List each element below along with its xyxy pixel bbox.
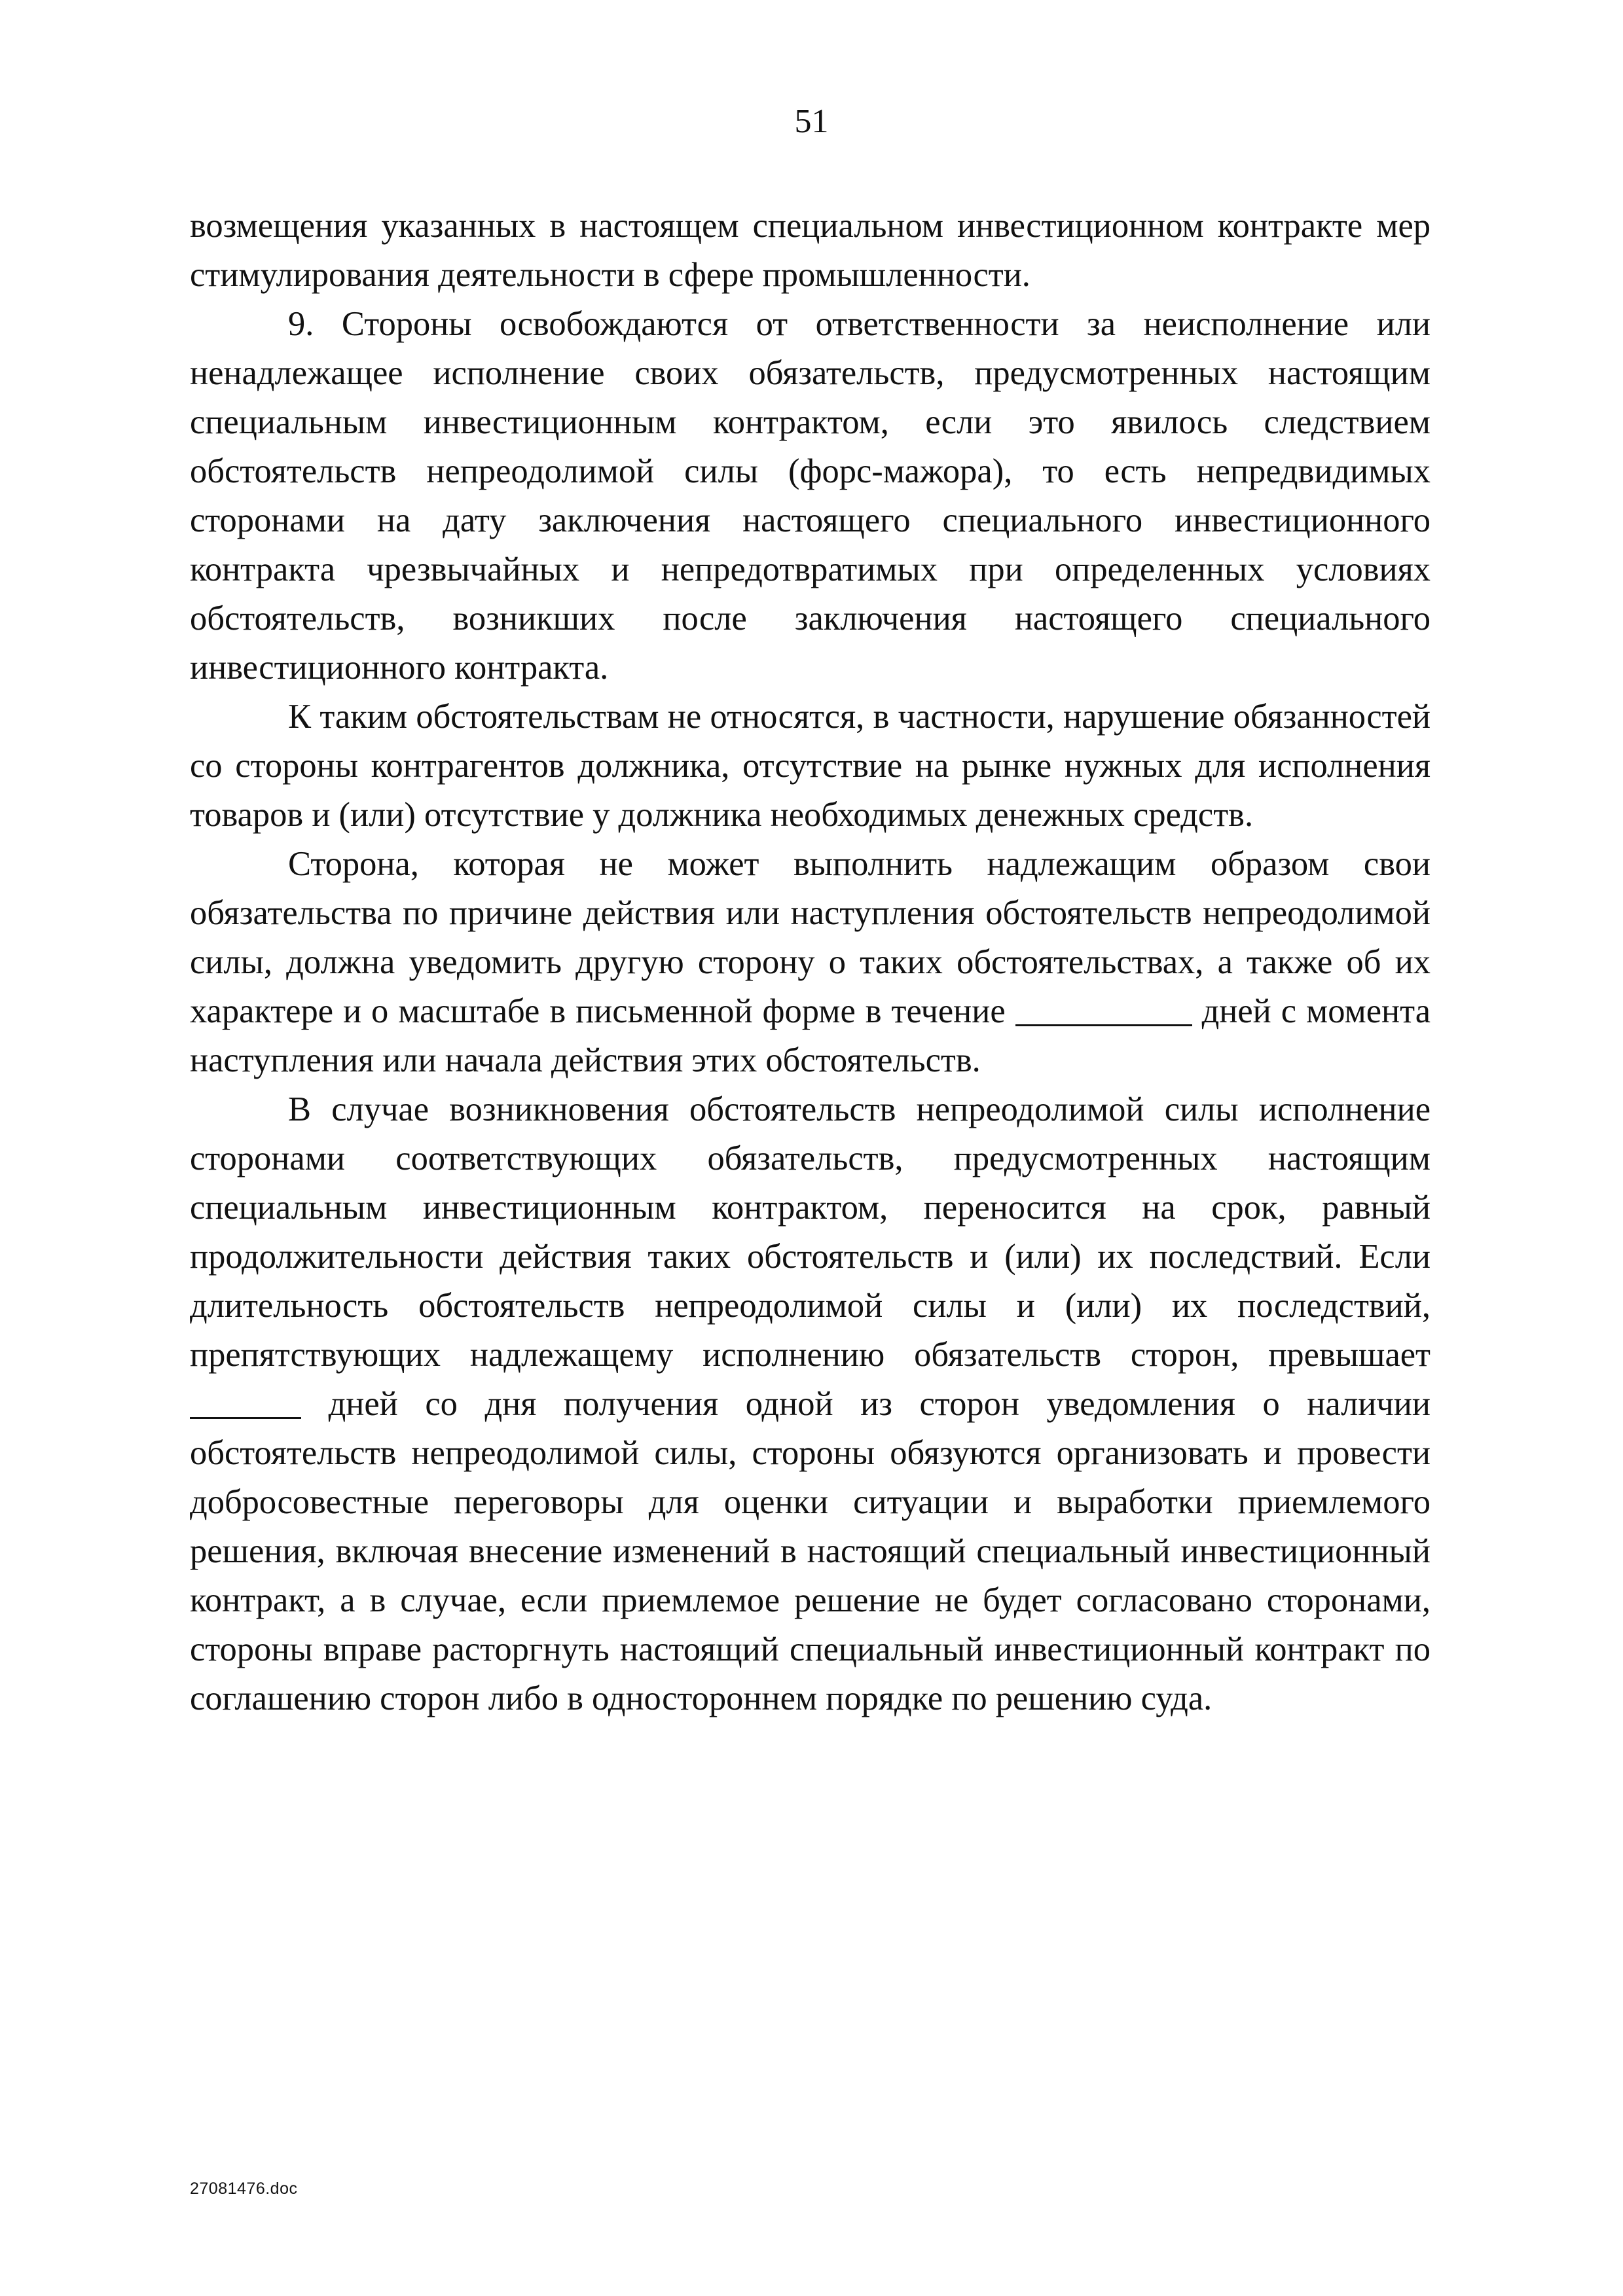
- paragraph-clause-9: 9. Стороны освобождаются от ответственности за неисполнение или ненадлежащее исполнение своих обязательств, предусмотренных настоящим специальным инвестиционным контрактом, если это явилось следствием обстоятельств непреодолимой силы (форс-мажора), то есть непредвидимых сторонами на дату заключения настоящего специального инвестиционного контракта чрезвычайных и непредотвратимых при определенных условиях обстоятельств, возникших после заключения настоящего специального инвестиционного контракта.: [190, 305, 1431, 687]
- notification-days-blank: [1015, 990, 1192, 1027]
- notification-text-end: дней с момента наступления или начала действия этих обстоятельств.: [190, 992, 1431, 1079]
- consequences-text-start: В случае возникновения обстоятельств непреодолимой силы исполнение сторонами соответствующих обязательств, предусмотренных настоящим специальным инвестиционным контрактом, переносится на срок, равный продолжительности действия таких обстоятельств и (или) их последствий. Если длительность обстоятельств непреодолимой силы и (или) их последствий, препятствующих надлежащему исполнению обязательств сторон, превышает: [190, 1090, 1431, 1374]
- consequences-text-end: дней со дня получения одной из сторон уведомления о наличии обстоятельств непреодолимой силы, стороны обязуются организовать и провести добросовестные переговоры для оценки ситуации и выработки приемлемого решения, включая внесение изменений в настоящий специальный инвестиционный контракт, а в случае, если приемлемое решение не будет согласовано сторонами, стороны вправе расторгнуть настоящий специальный инвестиционный контракт по соглашению сторон либо в одностороннем порядке по решению суда.: [190, 1385, 1431, 1717]
- paragraph-exclusions: К таким обстоятельствам не относятся, в частности, нарушение обязанностей со стороны контрагентов должника, отсутствие на рынке нужных для исполнения товаров и (или) отсутствие у должника необходимых денежных средств.: [190, 698, 1431, 834]
- document-body: [190, 202, 1431, 1723]
- paragraph-notification: [190, 840, 1431, 1085]
- paragraph-continuation: возмещения указанных в настоящем специальном инвестиционном контракте мер стимулирования деятельности в сфере промышленности.: [190, 207, 1431, 294]
- page-number: 51: [794, 103, 829, 140]
- footer-file-name: 27081476.doc: [190, 2179, 298, 2198]
- duration-days-blank: [190, 1383, 301, 1420]
- notification-text-start: Сторона, которая не может выполнить надлежащим образом свои обязательства по причине действия или наступления обстоятельств непреодолимой силы, должна уведомить другую сторону о таких обстоятельствах, а также об их характере и о масштабе в письменной форме в течение: [190, 845, 1431, 1030]
- paragraph-force-majeure-consequences: [190, 1085, 1431, 1723]
